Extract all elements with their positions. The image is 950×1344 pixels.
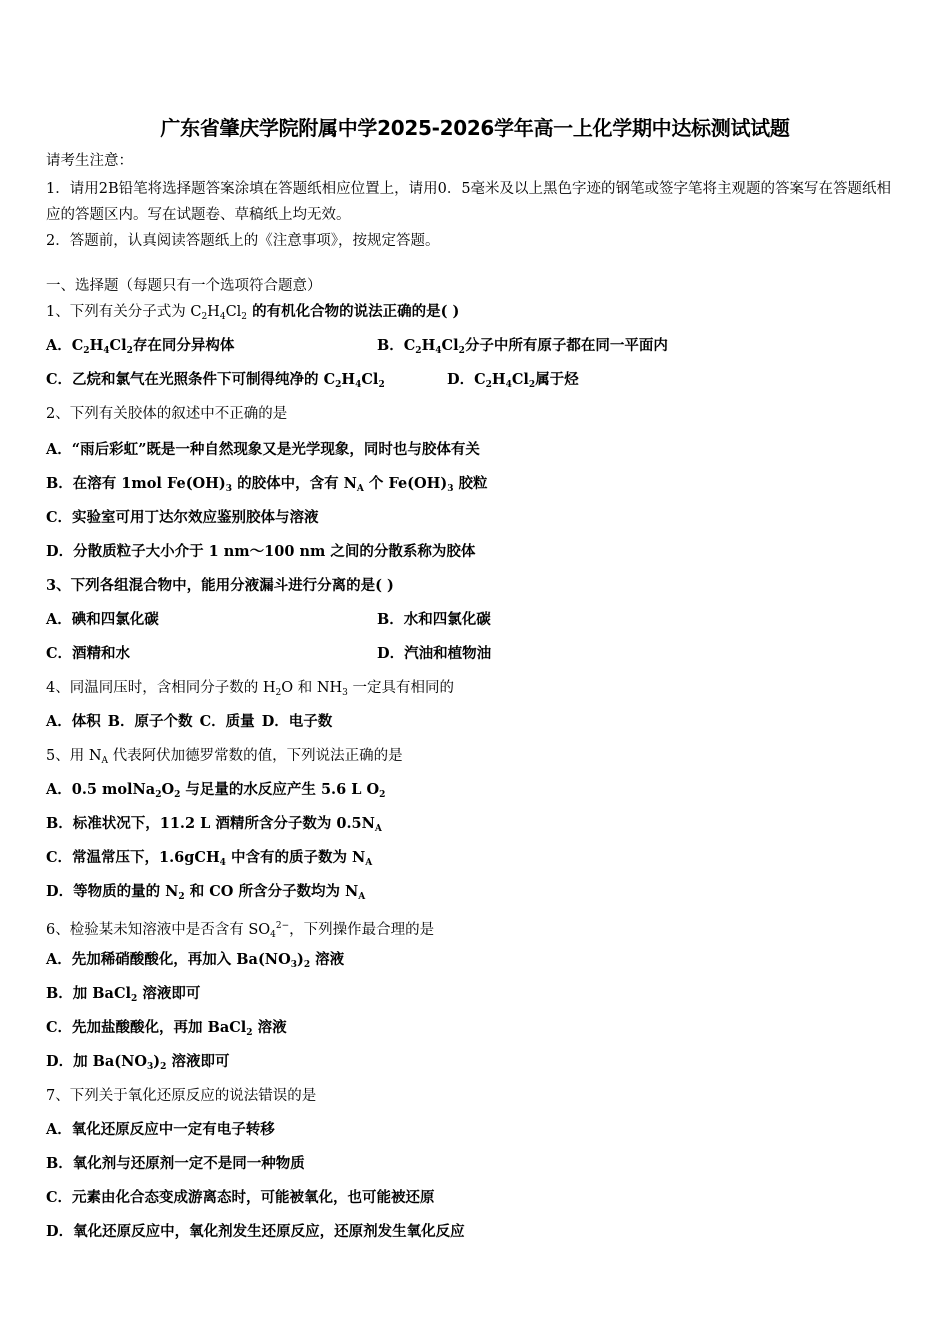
question-2-stem: 2、下列有关胶体的叙述中不正确的是 <box>46 406 288 422</box>
question-7-option-c: C．元素由化合态变成游离态时，可能被氧化，也可能被还原 <box>46 1189 435 1206</box>
question-1-stem: 1、下列有关分子式为 $C_2H_4Cl_2$ 的有机化合物的说法正确的是( ) <box>46 303 460 322</box>
notice-item-1: 1．请用2B铅笔将选择题答案涂填在答题纸相应位置上，请用0．5毫米及以上黑色字迹的钢笔或签字笔将主观题的答案写在答题纸相应的答题区内。写在试题卷、草稿纸上均无效。 <box>46 181 892 223</box>
question-1-option-a: A．$C_2H_4Cl_2$存在同分异构体 <box>46 337 235 356</box>
question-7-option-d: D．氧化还原反应中，氧化剂发生还原反应，还原剂发生氧化反应 <box>46 1223 465 1240</box>
question-5-stem: 5、用 $N_A$ 代表阿伏加德罗常数的值，下列说法正确的是 <box>46 748 403 766</box>
question-2-option-a: A．“雨后彩虹”既是一种自然现象又是光学现象，同时也与胶体有关 <box>46 441 480 458</box>
question-5-option-c: C．常温常压下，1.6gCH$_4$ 中含有的质子数为 $N_A$ <box>46 849 373 868</box>
question-3-option-c: C．酒精和水 <box>46 645 131 662</box>
question-1-option-b: B．$C_2H_4Cl_2$分子中所有原子都在同一平面内 <box>377 337 668 356</box>
question-6-option-b: B．加 BaCl$_2$ 溶液即可 <box>46 985 201 1004</box>
question-1-option-c: C．乙烷和氯气在光照条件下可制得纯净的 $C_2H_4Cl_2$ <box>46 371 385 390</box>
question-1-option-d: D．$C_2H_4Cl_2$属于烃 <box>447 371 579 390</box>
question-6-stem: 6、检验某未知溶液中是否含有 $SO_4^{2-}$，下列操作最合理的是 <box>46 921 435 940</box>
question-2-option-c: C．实验室可用丁达尔效应鉴别胶体与溶液 <box>46 509 319 526</box>
notice-block <box>46 176 904 254</box>
question-4-stem: 4、同温同压时，含相同分子数的 $H_2O$ 和 $NH_3$ 一定具有相同的 <box>46 680 455 698</box>
question-3-option-a: A．碘和四氯化碳 <box>46 611 159 628</box>
question-5-option-a: A．0.5 $molNa_2O_2$ 与足量的水反应产生 5.6 L $O_2$ <box>46 781 386 800</box>
page-title: 广东省肇庆学院附属中学2025-2026学年高一上化学期中达标测试试题 <box>160 116 790 140</box>
question-6-option-d: D．加 $Ba(NO_3)_2$ 溶液即可 <box>46 1053 230 1072</box>
question-2-option-b: B．在溶有 1mol $Fe(OH)_3$ 的胶体中，含有 $N_A$ 个 $Fe(OH)_3$ 胶粒 <box>46 475 488 494</box>
question-5-option-d: D．等物质的量的 $N_2$ 和 CO 所含分子数均为 $N_A$ <box>46 883 366 902</box>
question-4-options: A．体积 B．原子个数 C．质量 D．电子数 <box>46 713 333 730</box>
question-2-option-d: D．分散质粒子大小介于 1 nm～100 nm 之间的分散系称为胶体 <box>46 543 476 560</box>
question-5-option-b: B．标准状况下，11.2 L 酒精所含分子数为 $0.5N_A$ <box>46 815 382 834</box>
question-7-stem: 7、下列关于氧化还原反应的说法错误的是 <box>46 1088 317 1104</box>
notice-item-2: 2．答题前，认真阅读答题纸上的《注意事项》，按规定答题。 <box>46 233 440 249</box>
section-heading: 一、选择题（每题只有一个选项符合题意） <box>46 278 322 294</box>
question-6-option-c: C．先加盐酸酸化，再加 BaCl$_2$ 溶液 <box>46 1019 287 1038</box>
question-3-option-b: B．水和四氯化碳 <box>377 611 491 628</box>
question-3-option-d: D．汽油和植物油 <box>377 645 492 662</box>
notice-heading: 请考生注意： <box>46 153 133 169</box>
question-6-option-a: A．先加稀硝酸酸化，再加入 $Ba(NO_3)_2$ 溶液 <box>46 951 345 970</box>
question-7-option-b: B．氧化剂与还原剂一定不是同一种物质 <box>46 1155 305 1172</box>
question-7-option-a: A．氧化还原反应中一定有电子转移 <box>46 1121 275 1138</box>
question-3-stem: 3、下列各组混合物中，能用分液漏斗进行分离的是( ) <box>46 577 394 594</box>
